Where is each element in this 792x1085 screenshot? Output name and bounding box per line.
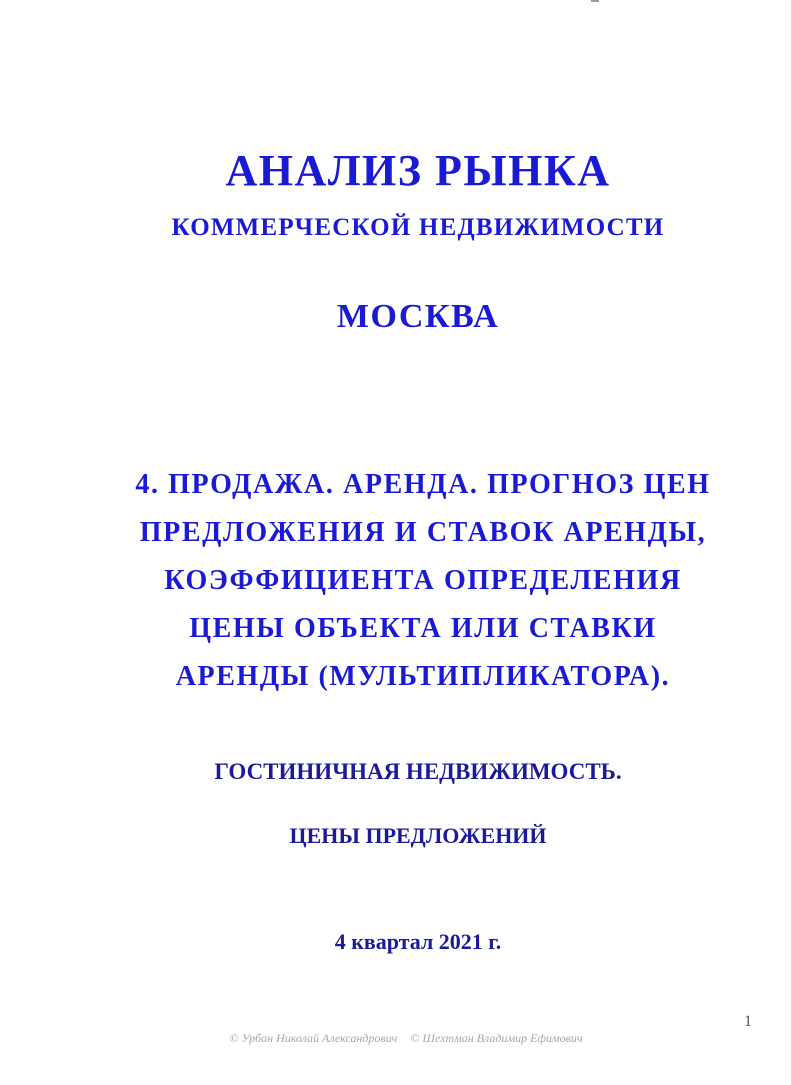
section-heading-line: КОЭФФИЦИЕНТА ОПРЕДЕЛЕНИЯ xyxy=(164,565,682,596)
report-subtype: ЦЕНЫ ПРЕДЛОЖЕНИЙ xyxy=(289,823,547,848)
city-heading: МОСКВА xyxy=(336,298,500,335)
page-edge-mark xyxy=(591,0,599,2)
document-title: АНАЛИЗ РЫНКА xyxy=(225,146,611,195)
section-heading xyxy=(0,461,792,701)
document-subtitle: КОММЕРЧЕСКОЙ НЕДВИЖИМОСТИ xyxy=(171,214,665,241)
copyright-footer xyxy=(0,1030,792,1046)
market-segment: ГОСТИНИЧНАЯ НЕДВИЖИМОСТЬ. xyxy=(214,759,622,784)
section-heading-line: ПРЕДЛОЖЕНИЯ И СТАВОК АРЕНДЫ, xyxy=(139,517,707,548)
copyright-author-1: © Урбан Николай Александрович xyxy=(229,1031,398,1045)
section-heading-line: ЦЕНЫ ОБЪЕКТА ИЛИ СТАВКИ xyxy=(189,613,657,644)
section-heading-line: 4. ПРОДАЖА. АРЕНДА. ПРОГНОЗ ЦЕН xyxy=(135,469,711,500)
copyright-author-2: © Шехтман Владимир Ефимович xyxy=(410,1031,583,1045)
page-number: 1 xyxy=(744,1013,752,1030)
report-period: 4 квартал 2021 г. xyxy=(334,929,502,954)
section-heading-line: АРЕНДЫ (МУЛЬТИПЛИКАТОРА). xyxy=(175,661,671,692)
